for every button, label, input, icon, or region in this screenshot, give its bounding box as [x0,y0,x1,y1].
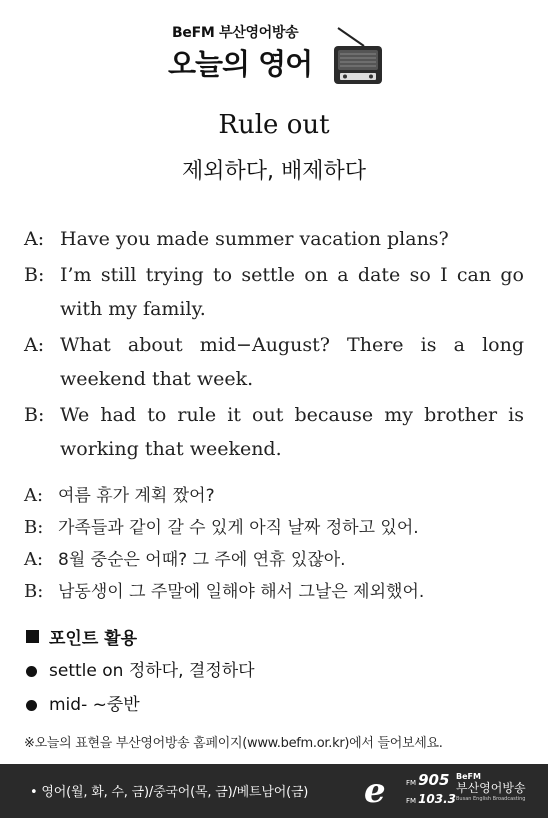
station-program: BeFM 부산영어방송 [172,25,299,41]
speaker-label: B: [24,264,45,286]
dialogue-text: 여름 휴가 계획 짰어? [58,486,215,506]
dialogue-line [24,512,524,544]
brand-name: 부산영어방송 [456,781,526,795]
dialogue-text: We had to rule it out because my brother is working that weekend. [60,404,524,460]
dialogue-line [24,222,524,256]
list-item [26,688,255,722]
radio-icon [330,26,386,88]
frequency-secondary: 103.3 [418,792,457,806]
dialogue-text: I’m still trying to settle on a date so I can go with my family. [60,264,524,320]
speaker-label: B: [24,404,45,426]
dialogue-text: Have you made summer vacation plans? [60,228,449,250]
speaker-label: A: [24,549,44,570]
speaker-label: B: [24,581,44,602]
e-logo-icon: e [364,771,386,811]
speaker-label: A: [24,228,45,250]
brand-english: Busan English Broadcasting [456,796,526,802]
header [0,14,548,94]
series-title: 오늘의 영어 [168,47,313,81]
point-term: mid- [49,695,88,715]
dialogue-text: 8월 중순은 어때? 그 주에 연휴 있잖아. [58,550,346,570]
frequency-block [406,772,456,809]
frequency-primary: 905 [418,771,450,789]
list-item [26,654,255,688]
points-heading [26,624,137,649]
befm-logo [360,768,540,814]
speaker-label: B: [24,517,44,538]
dialogue-text: 남동생이 그 주말에 일해야 해서 그날은 제외했어. [58,582,425,602]
language-schedule: • 영어(월, 화, 수, 금)/중국어(목, 금)/베트남어(금) [30,785,309,800]
point-term: settle on [49,661,124,681]
korean-dialogue [24,480,524,608]
point-meaning: 정하다, 결정하다 [128,661,255,681]
brand-block [456,772,526,803]
speaker-label: A: [24,485,44,506]
bullet-dot-icon [26,700,37,711]
website-note: ※오늘의 표현을 부산영어방송 홈페이지(www.befm.or.kr)에서 들어보세요. [24,736,443,751]
dialogue-line [24,576,524,608]
square-bullet-icon [26,630,39,643]
english-dialogue [24,222,524,468]
points-list [26,654,255,722]
bullet-dot-icon [26,666,37,677]
points-heading-text: 포인트 활용 [49,629,138,649]
dialogue-line [24,544,524,576]
dialogue-text: 가족들과 같이 갈 수 있게 아직 날짜 정하고 있어. [58,518,419,538]
footer-bar [0,764,548,818]
speaker-label: A: [24,334,45,356]
dialogue-line [24,480,524,512]
brand-small: BeFM [456,772,481,781]
fm-label: FM [406,797,417,805]
expression-title: Rule out [218,110,330,140]
dialogue-text: What about mid−August? There is a long weekend that week. [60,334,524,390]
dialogue-line [24,398,524,466]
fm-label: FM [406,779,417,787]
dialogue-line [24,258,524,326]
expression-meaning: 제외하다, 배제하다 [181,159,366,184]
dialogue-line [24,328,524,396]
point-meaning: ~중반 [92,695,140,715]
